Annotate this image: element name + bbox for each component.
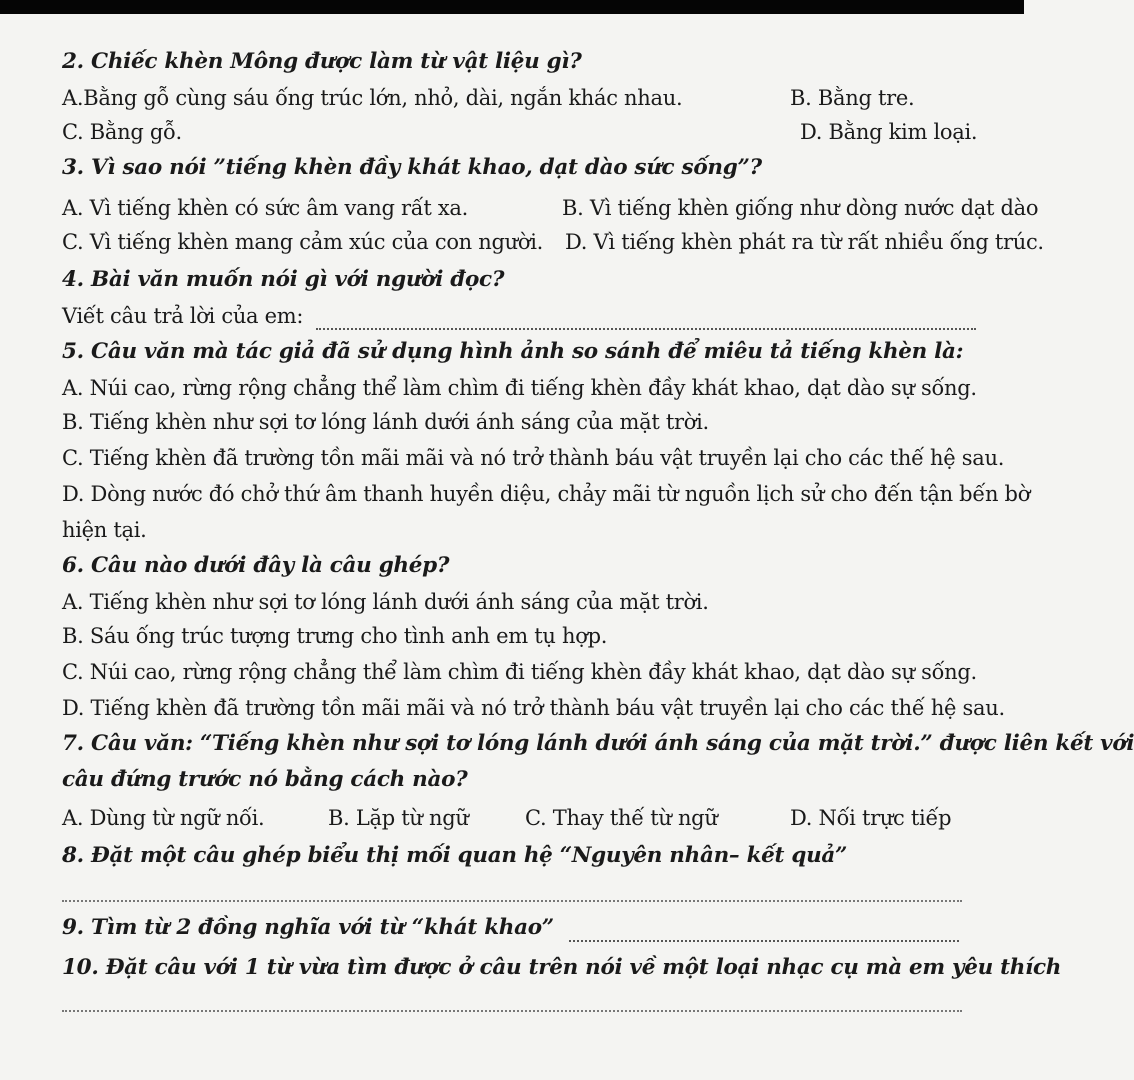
q6-option-a: A. Tiếng khèn như sợi tơ lóng lánh dưới ánh sáng của mặt trời. bbox=[62, 590, 709, 614]
q3-option-a: A. Vì tiếng khèn có sức âm vang rất xa. bbox=[62, 196, 468, 220]
q7-option-a: A. Dùng từ ngữ nối. bbox=[62, 806, 265, 830]
q7-option-b: B. Lặp từ ngữ bbox=[328, 806, 469, 830]
q6-option-b: B. Sáu ống trúc tượng trưng cho tình anh em tụ hợp. bbox=[62, 624, 608, 648]
q2-option-c: C. Bằng gỗ. bbox=[62, 120, 182, 144]
q4-answer-blank[interactable] bbox=[316, 308, 976, 330]
question-6: 6. Câu nào dưới đây là câu ghép? bbox=[62, 553, 450, 578]
q9-answer-blank[interactable] bbox=[569, 920, 959, 942]
question-9: 9. Tìm từ 2 đồng nghĩa với từ “khát khao” bbox=[62, 915, 554, 940]
q5-option-d-continued: hiện tại. bbox=[62, 518, 147, 542]
q8-answer-blank[interactable] bbox=[62, 900, 962, 902]
q7-option-c: C. Thay thế từ ngữ bbox=[525, 806, 718, 830]
q3-option-c: C. Vì tiếng khèn mang cảm xúc của con người. bbox=[62, 230, 543, 254]
q7-option-d: D. Nối trực tiếp bbox=[790, 806, 952, 830]
q4-answer-label: Viết câu trả lời của em: bbox=[62, 304, 304, 328]
question-3: 3. Vì sao nói ”tiếng khèn đầy khát khao, dạt dào sức sống”? bbox=[62, 155, 762, 180]
question-4: 4. Bài văn muốn nói gì với người đọc? bbox=[62, 267, 505, 292]
worksheet-page bbox=[0, 14, 1134, 1080]
q2-option-d: D. Bằng kim loại. bbox=[800, 120, 978, 144]
question-8: 8. Đặt một câu ghép biểu thị mối quan hệ “Nguyên nhân– kết quả” bbox=[62, 843, 848, 868]
q3-option-b: B. Vì tiếng khèn giống như dòng nước dạt dào bbox=[562, 196, 1039, 220]
q3-option-d: D. Vì tiếng khèn phát ra từ rất nhiều ống trúc. bbox=[565, 230, 1044, 254]
q6-option-c: C. Núi cao, rừng rộng chẳng thể làm chìm đi tiếng khèn đầy khát khao, dạt dào sự sống. bbox=[62, 660, 977, 684]
q10-answer-blank[interactable] bbox=[62, 1010, 962, 1012]
q5-option-a: A. Núi cao, rừng rộng chẳng thể làm chìm đi tiếng khèn đầy khát khao, dạt dào sự sống. bbox=[62, 376, 977, 400]
q6-option-d: D. Tiếng khèn đã trường tồn mãi mãi và nó trở thành báu vật truyền lại cho các thế hệ sau. bbox=[62, 696, 1005, 720]
q4-answer-line bbox=[62, 302, 976, 330]
q5-option-b: B. Tiếng khèn như sợi tơ lóng lánh dưới ánh sáng của mặt trời. bbox=[62, 410, 709, 434]
q5-option-c: C. Tiếng khèn đã trường tồn mãi mãi và nó trở thành báu vật truyền lại cho các thế hệ sau. bbox=[62, 446, 1005, 470]
q5-option-d: D. Dòng nước đó chở thứ âm thanh huyền diệu, chảy mãi từ nguồn lịch sử cho đến tận bến bờ bbox=[62, 482, 1031, 506]
question-10: 10. Đặt câu với 1 từ vừa tìm được ở câu trên nói về một loại nhạc cụ mà em yêu thích bbox=[62, 955, 1062, 980]
q2-option-b: B. Bằng tre. bbox=[790, 86, 915, 110]
question-7-continued: câu đứng trước nó bằng cách nào? bbox=[62, 767, 468, 792]
question-9-line bbox=[62, 914, 959, 942]
top-black-bar bbox=[0, 0, 1024, 14]
question-2: 2. Chiếc khèn Mông được làm từ vật liệu gì? bbox=[62, 49, 582, 74]
question-7: 7. Câu văn: “Tiếng khèn như sợi tơ lóng lánh dưới ánh sáng của mặt trời.” được liên kết với bbox=[62, 731, 1134, 756]
q2-option-a: A.Bằng gỗ cùng sáu ống trúc lớn, nhỏ, dài, ngắn khác nhau. bbox=[62, 86, 683, 110]
question-5: 5. Câu văn mà tác giả đã sử dụng hình ảnh so sánh để miêu tả tiếng khèn là: bbox=[62, 339, 964, 364]
